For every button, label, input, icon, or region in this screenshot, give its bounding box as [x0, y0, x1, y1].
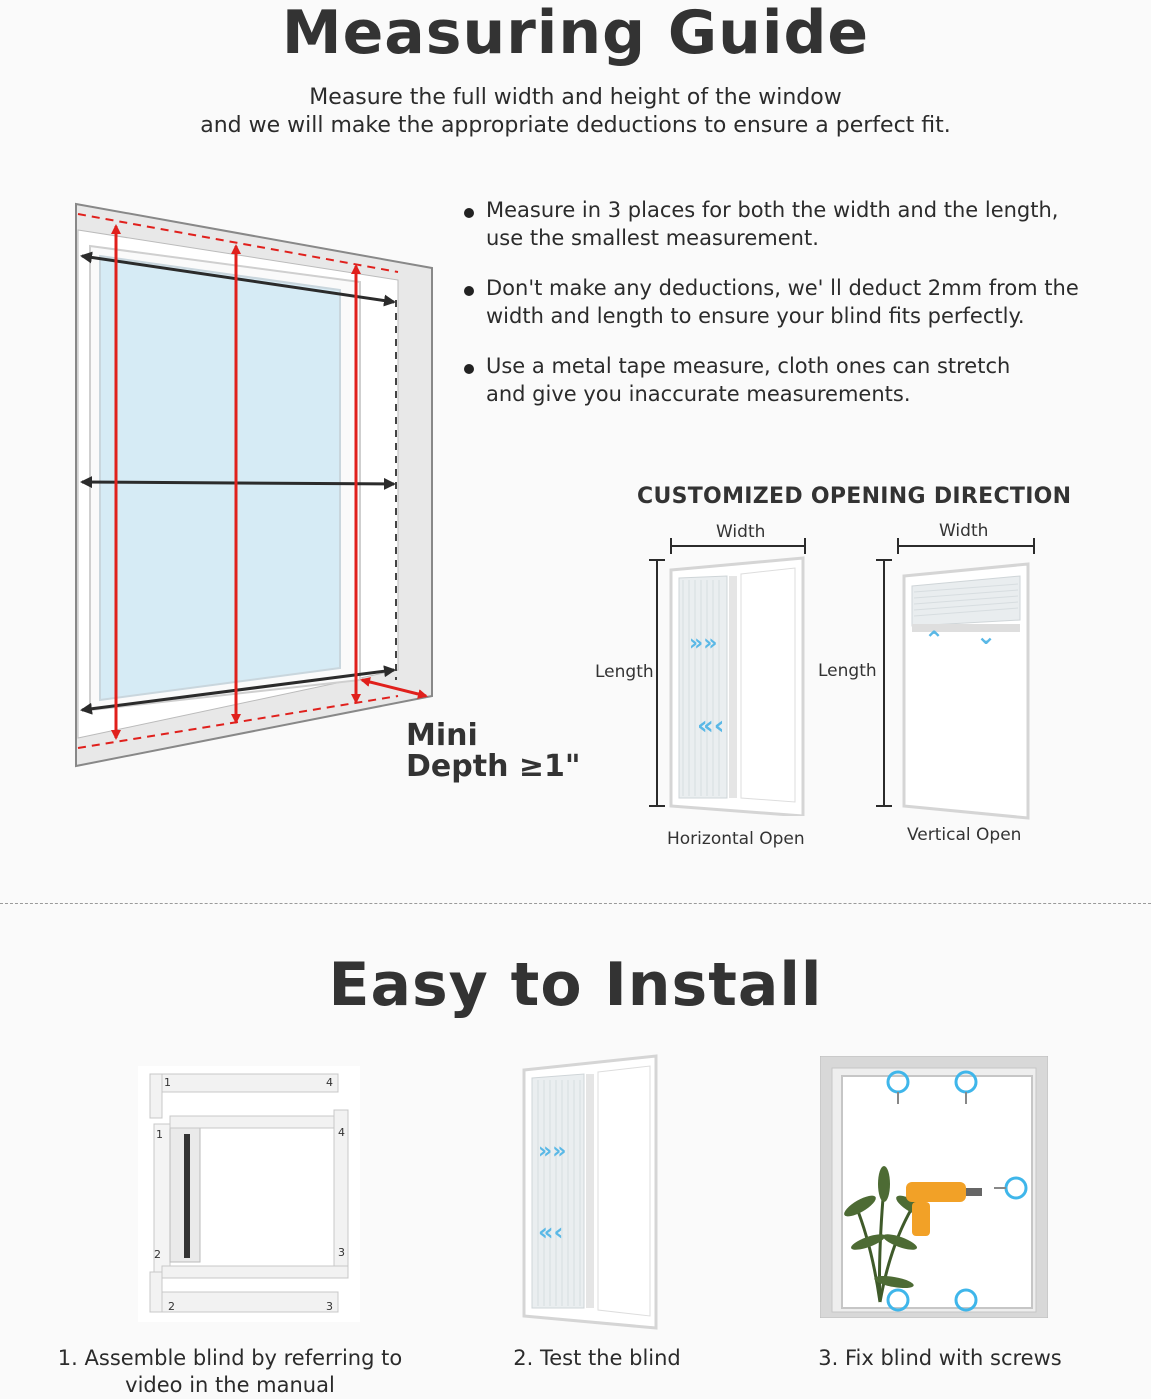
- step-1-text-line2: video in the manual: [125, 1373, 335, 1397]
- arrow-down-icon: ⌄: [976, 622, 997, 650]
- vertical-length-label: Length: [818, 661, 877, 681]
- fix-blind-illustration: [820, 1056, 1048, 1318]
- measuring-tip: [462, 196, 1122, 252]
- arrow-left-icon: «‹: [697, 711, 725, 741]
- corner-number: 3: [326, 1300, 333, 1313]
- bullet-dot-icon: [464, 364, 474, 374]
- corner-number: 4: [326, 1076, 333, 1089]
- horizontal-length-label: Length: [595, 662, 654, 682]
- install-step-1: [40, 1345, 420, 1399]
- tip-text: Don't make any deductions, we' ll deduct 2mm from the: [486, 276, 1079, 300]
- arrow-right-icon: »»: [689, 631, 718, 656]
- corner-number: 1: [164, 1076, 171, 1089]
- horizontal-open-caption: Horizontal Open: [667, 829, 805, 849]
- arrow-right-icon: »»: [538, 1139, 567, 1164]
- vertical-width-label: Width: [939, 521, 989, 541]
- tip-text: Use a metal tape measure, cloth ones can stretch: [486, 354, 1011, 378]
- arrow-up-icon: ⌃: [924, 626, 945, 654]
- opening-direction-heading: CUSTOMIZED OPENING DIRECTION: [637, 484, 1072, 509]
- mini-depth-line2: Depth ≥1": [406, 749, 581, 784]
- measuring-tip: [462, 352, 1122, 408]
- corner-number: 2: [168, 1300, 175, 1313]
- mini-depth-label: [406, 720, 581, 782]
- vertical-open-caption: Vertical Open: [907, 825, 1022, 845]
- bullet-dot-icon: [464, 208, 474, 218]
- horizontal-width-label: Width: [716, 522, 766, 542]
- corner-number: 3: [338, 1246, 345, 1259]
- install-step-2: [457, 1345, 737, 1372]
- corner-number: 1: [156, 1128, 163, 1141]
- window-measure-illustration: [60, 190, 450, 780]
- tip-text: use the smallest measurement.: [486, 226, 819, 250]
- tip-text: width and length to ensure your blind fits perfectly.: [486, 304, 1025, 328]
- step-2-text: 2. Test the blind: [513, 1346, 681, 1370]
- section-divider: [0, 903, 1151, 904]
- horizontal-open-illustration: [645, 536, 815, 816]
- bullet-dot-icon: [464, 286, 474, 296]
- assemble-blind-illustration: [138, 1066, 360, 1322]
- measuring-subtitle-line2: and we will make the appropriate deductions to ensure a perfect fit.: [200, 113, 951, 138]
- easy-install-title: Easy to Install: [328, 950, 823, 1020]
- tip-text: Measure in 3 places for both the width and the length,: [486, 198, 1059, 222]
- vertical-open-illustration: [870, 536, 1045, 821]
- measuring-subtitle-line1: Measure the full width and height of the window: [309, 85, 842, 110]
- step-1-text: 1. Assemble blind by referring to: [57, 1346, 403, 1370]
- corner-number: 2: [154, 1248, 161, 1261]
- measuring-tip: [462, 274, 1122, 330]
- step-3-text: 3. Fix blind with screws: [818, 1346, 1062, 1370]
- mini-depth-line1: Mini: [406, 718, 478, 753]
- measuring-tips-list: [462, 196, 1122, 430]
- measuring-guide-title: Measuring Guide: [281, 0, 870, 68]
- test-blind-illustration: [516, 1054, 664, 1330]
- tip-text: and give you inaccurate measurements.: [486, 382, 911, 406]
- arrow-left-icon: «‹: [538, 1218, 564, 1246]
- corner-number: 4: [338, 1126, 345, 1139]
- install-step-3: [790, 1345, 1090, 1372]
